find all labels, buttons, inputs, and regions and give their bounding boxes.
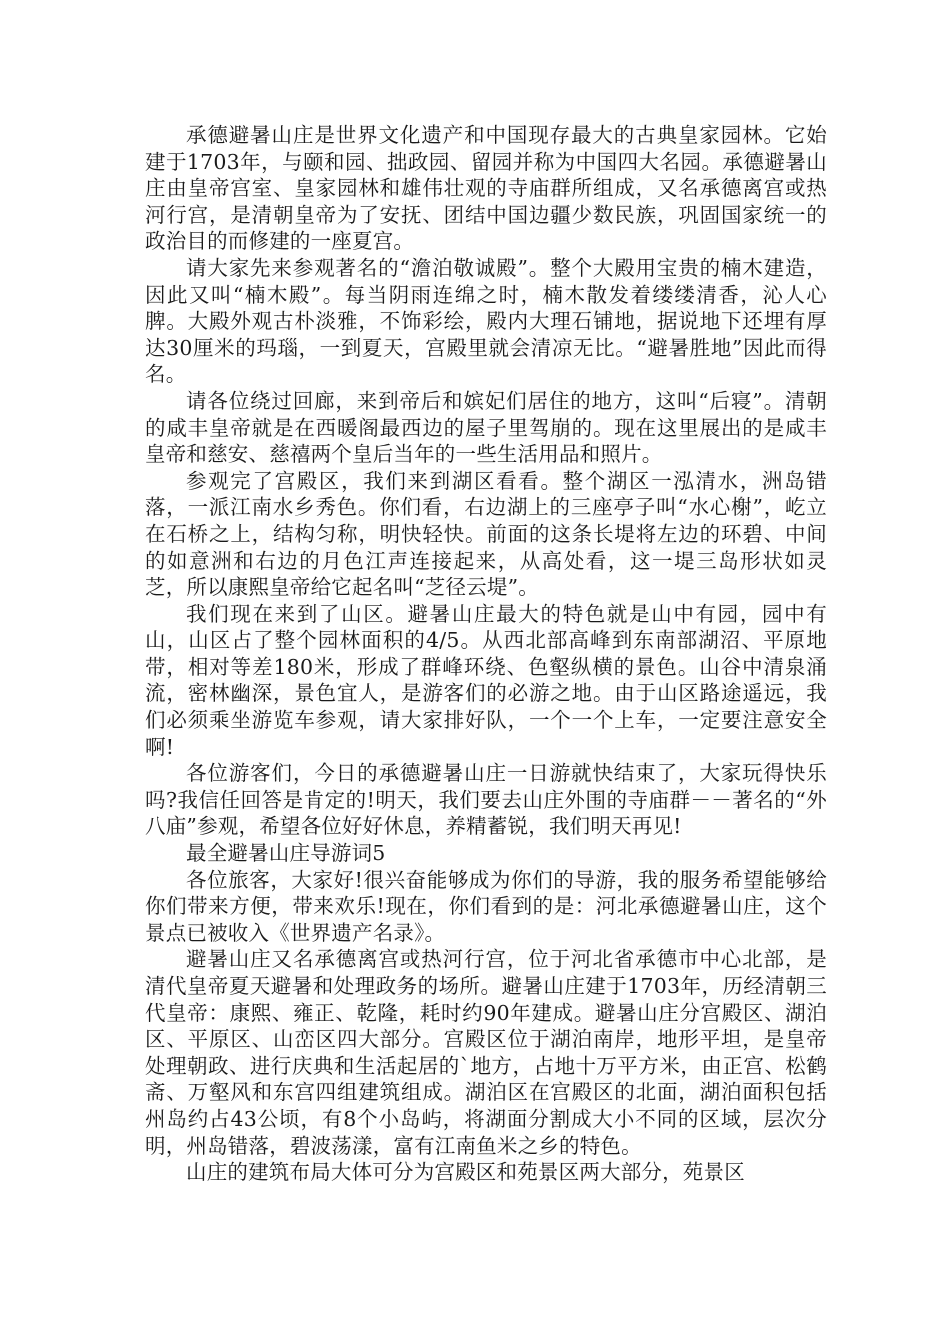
paragraph-overview: 避暑山庄又名承德离宫或热河行宫，位于河北省承德市中心北部，是清代皇帝夏天避暑和处理政务的场所。避暑山庄建于1703年，历经清朝三代皇帝：康熙、雍正、乾隆，耗时约90年建成。避暑山庄分宫殿区、湖泊区、平原区、山峦区四大部分。宫殿区位于湖泊南岸，地形平坦，是皇帝处理朝政、进行庆典和生活起居的`地方，占地十万平方米，由正宫、松鹤斋、万壑风和东宫四组建筑组成。湖泊区在宫殿区的北面，湖泊面积包括州岛约占43公顷，有8个小岛屿，将湖面分割成大小不同的区域，层次分明，州岛错落，碧波荡漾，富有江南鱼米之乡的特色。: [145, 947, 827, 1158]
paragraph-greeting: 各位旅客，大家好!很兴奋能够成为你们的导游，我的服务希望能够给你们带来方便，带来欢乐!现在，你们看到的是：河北承德避暑山庄，这个景点已被收入《世界遗产名录》。: [145, 867, 827, 945]
paragraph-intro: 承德避暑山庄是世界文化遗产和中国现存最大的古典皇家园林。它始建于1703年，与颐和园、拙政园、留园并称为中国四大名园。承德避暑山庄由皇帝宫室、皇家园林和雄伟壮观的寺庙群所组成，又名承德离宫或热河行宫，是清朝皇帝为了安抚、团结中国边疆少数民族，巩固国家统一的政治目的而修建的一座夏宫。: [145, 123, 827, 254]
paragraph-farewell: 各位游客们，今日的承德避暑山庄一日游就快结束了，大家玩得快乐吗?我信任回答是肯定的!明天，我们要去山庄外围的寺庙群－－著名的“外八庙”参观，希望各位好好休息，养精蓄锐，我们明天再见!: [145, 761, 827, 839]
paragraph-danbo-hall: 请大家先来参观著名的“澹泊敬诚殿”。整个大殿用宝贵的楠木建造，因此又叫“楠木殿”。每当阴雨连绵之时，楠木散发着缕缕清香，沁人心脾。大殿外观古朴淡雅，不饰彩绘，殿内大理石铺地，据说地下还埋有厚达30厘米的玛瑙，一到夏天，宫殿里就会清凉无比。“避暑胜地”因此而得名。: [145, 255, 827, 387]
paragraph-rear-chambers: 请各位绕过回廊，来到帝后和嫔妃们居住的地方，这叫“后寝”。清朝的咸丰皇帝就是在西暖阁最西边的屋子里驾崩的。现在这里展出的是咸丰皇帝和慈安、慈禧两个皇后当年的一些生活用品和照片。: [145, 388, 827, 467]
paragraph-lake-area: 参观完了宫殿区，我们来到湖区看看。整个湖区一泓清水，洲岛错落，一派江南水乡秀色。你们看，右边湖上的三座亭子叫“水心榭”，屹立在石桥之上，结构匀称，明快轻快。前面的这条长堤将左边的环碧、中间的如意洲和右边的月色江声连接起来，从高处看，这一堤三岛形状如灵芝，所以康熙皇帝给它起名叫“芝径云堤”。: [145, 468, 827, 600]
paragraph-layout: 山庄的建筑布局大体可分为宫殿区和苑景区两大部分，苑景区: [186, 1160, 745, 1185]
section-title: 最全避暑山庄导游词5: [186, 841, 386, 866]
paragraph-mountain-area: 我们现在来到了山区。避暑山庄最大的特色就是山中有园，园中有山，山区占了整个园林面积的4/5。从西北部高峰到东南部湖沼、平原地带，相对等差180米，形成了群峰环绕、色壑纵横的景色。山谷中清泉涌流，密林幽深，景色宜人，是游客们的必游之地。由于山区路途遥远，我们必须乘坐游览车参观，请大家排好队，一个一个上车，一定要注意安全啊!: [145, 601, 827, 759]
document-page: [145, 122, 827, 1186]
